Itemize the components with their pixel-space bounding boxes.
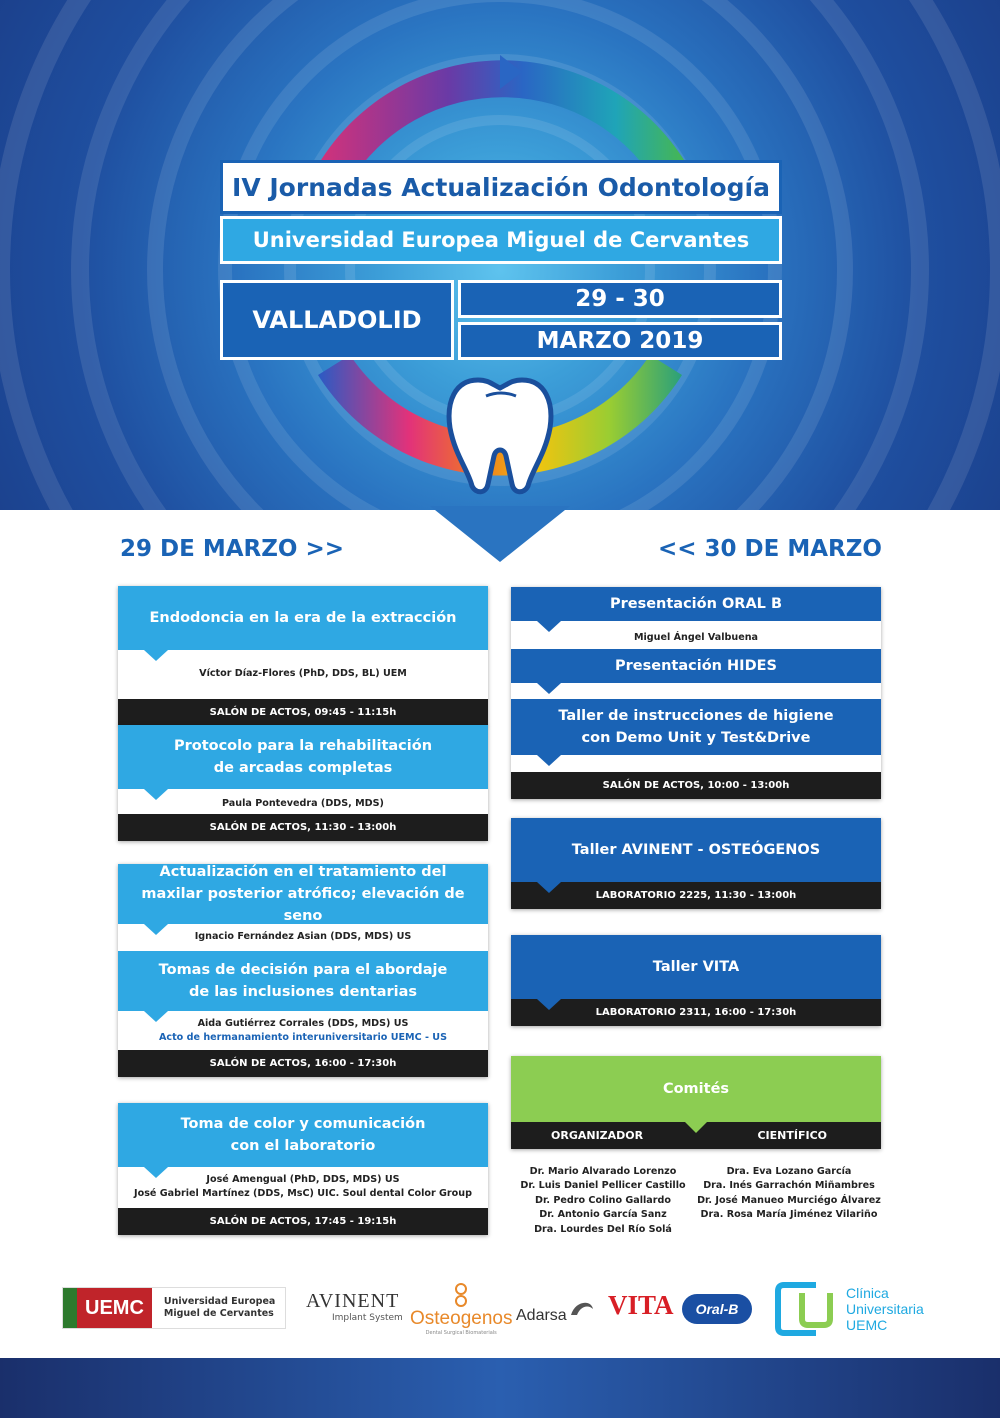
session-title: Endodoncia en la era de la extracción — [118, 586, 488, 650]
sponsor-logos — [0, 1262, 1000, 1358]
adarsa-swirl-icon — [569, 1297, 594, 1321]
event-days: 29 - 30 — [458, 280, 782, 318]
session-title: Taller VITA — [511, 935, 881, 999]
session-title: Presentación ORAL B — [511, 587, 881, 621]
oralb-logo: Oral-B — [682, 1294, 752, 1324]
uemc-logo: UEMC Universidad Europea Miguel de Cervantes — [62, 1287, 286, 1329]
list-item: Dra. Eva Lozano García — [726, 1166, 852, 1177]
session-speaker: Miguel Ángel Valbuena — [633, 632, 759, 643]
list-item: Dr. Antonio García Sanz — [539, 1209, 667, 1221]
session-card — [511, 587, 881, 799]
session-speaker: Ignacio Fernández Asian (DDS, MDS) US — [194, 931, 412, 942]
session-speaker: Paula Pontevedra (DDS, MDS) — [222, 798, 384, 809]
committee-lists — [510, 1165, 882, 1237]
session-card — [118, 725, 488, 841]
session-speaker: Víctor Díaz-Flores (PhD, DDS, BL) UEM — [199, 668, 407, 679]
list-item: Dra. Inés Garrachón Miñambres — [703, 1180, 875, 1192]
session-place-time: SALÓN DE ACTOS, 10:00 - 13:00h — [511, 772, 881, 799]
session-title: Protocolo para la rehabilitación de arcadas completas — [118, 725, 488, 789]
session-card — [511, 935, 881, 1026]
session-speakers: José Amengual (PhD, DDS, MDS) US José Gabriel Martínez (DDS, MsC) UIC. Soul dental Color Group — [134, 1174, 472, 1199]
session-place-time: SALÓN DE ACTOS, 16:00 - 17:30h — [118, 1050, 488, 1077]
clinica-uemc-logo: Clínica Universitaria UEMC — [774, 1279, 924, 1339]
session-card — [118, 864, 488, 1077]
adarsa-logo: Adarsa — [516, 1290, 594, 1328]
list-item: Dr. Pedro Colino Gallardo — [535, 1194, 671, 1206]
session-place-time: SALÓN DE ACTOS, 17:45 - 19:15h — [118, 1208, 488, 1235]
session-card — [118, 586, 488, 726]
clinica-cu-icon — [774, 1279, 836, 1339]
header-banner — [0, 0, 1000, 510]
committees-bar — [511, 1122, 881, 1149]
session-title: Taller AVINENT - OSTEÓGENOS — [511, 818, 881, 882]
event-title: IV Jornadas Actualización Odontología — [220, 160, 782, 214]
city: VALLADOLID — [220, 280, 454, 360]
list-item: Dra. Lourdes Del Río Solá — [534, 1223, 672, 1235]
session-speaker-2: Aida Gutiérrez Corrales (DDS, MDS) US — [197, 1018, 409, 1029]
header-notch — [430, 506, 570, 566]
session-card — [118, 1103, 488, 1235]
day2-heading: << 30 DE MARZO — [657, 536, 882, 562]
vita-logo: VITA — [608, 1290, 674, 1320]
session-place-time: LABORATORIO 2311, 16:00 - 17:30h — [511, 999, 881, 1026]
session-title: Taller de instrucciones de higiene con Demo Unit y Test&Drive — [511, 699, 881, 755]
list-item: Dra. Rosa María Jiménez Vilariño — [700, 1209, 878, 1221]
avinent-logo: AVINENT Implant System — [306, 1290, 403, 1323]
list-item: Dr. Luis Daniel Pellicer Castillo — [520, 1180, 686, 1192]
session-place-time: SALÓN DE ACTOS, 09:45 - 11:15h — [118, 699, 488, 726]
list-item: Dr. José Manueo Murciégo Álvarez — [697, 1194, 881, 1206]
session-title: Toma de color y comunicación con el laboratorio — [118, 1103, 488, 1167]
osteogenos-icon — [450, 1282, 472, 1308]
session-title: Presentación HIDES — [511, 649, 881, 683]
session-place-time: SALÓN DE ACTOS, 11:30 - 13:00h — [118, 814, 488, 841]
session-title-2: Tomas de decisión para el abordaje de las inclusiones dentarias — [118, 951, 488, 1011]
university-name: Universidad Europea Miguel de Cervantes — [220, 216, 782, 264]
scientific-list — [696, 1165, 882, 1237]
event-month-year: MARZO 2019 — [458, 322, 782, 360]
session-card — [511, 818, 881, 909]
footer-band — [0, 1358, 1000, 1418]
list-item: Dr. Mario Alvarado Lorenzo — [529, 1166, 677, 1177]
organizer-list — [510, 1165, 696, 1237]
committees-card — [511, 1056, 881, 1149]
organizer-label: ORGANIZADOR — [551, 1129, 644, 1142]
session-place-time: LABORATORIO 2225, 11:30 - 13:00h — [511, 882, 881, 909]
committees-title: Comités — [511, 1056, 881, 1122]
osteogenos-logo: Osteogenos Dental Surgical Biomaterials — [410, 1282, 512, 1336]
day1-heading: 29 DE MARZO >> — [120, 536, 345, 562]
scientific-label: CIENTÍFICO — [757, 1129, 827, 1142]
session-note: Acto de hermanamiento interuniversitario UEMC - US — [158, 1032, 447, 1043]
session-title: Actualización en el tratamiento del maxilar posterior atrófico; elevación de seno — [118, 864, 488, 924]
